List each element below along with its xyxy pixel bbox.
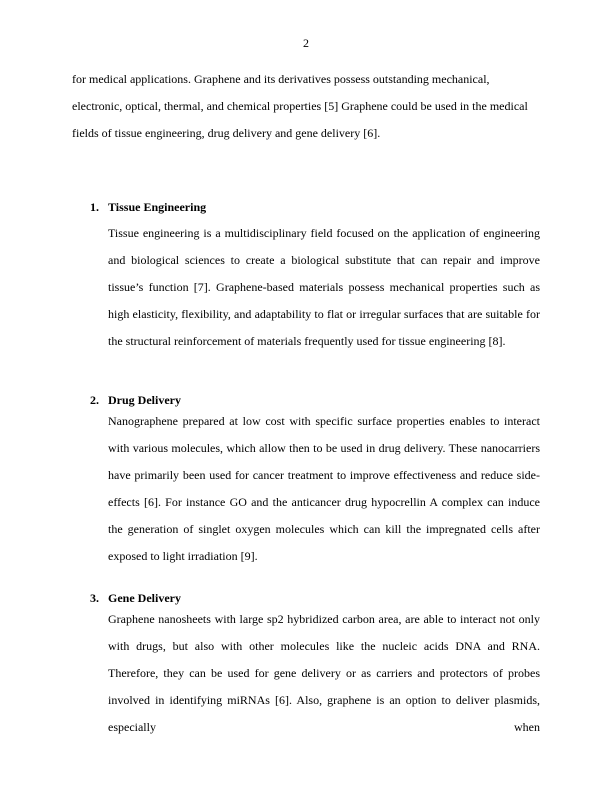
section-number: 1. xyxy=(90,200,99,214)
section-number: 3. xyxy=(90,591,99,605)
section-heading xyxy=(90,393,540,407)
section-body: Tissue engineering is a multidisciplinary field focused on the application of engineering and biological sciences to create a biological substitute that can repair and improve tissue’s function [7]. Graphene-based materials possess mechanical properties such as high elasticity, flexibility, and adaptability to flat or irregular surfaces that are suitable for the structural reinforcement of materials frequently used for tissue engineering [8]. xyxy=(108,226,540,348)
section-title: Gene Delivery xyxy=(108,591,181,605)
section-heading xyxy=(90,200,540,214)
section-heading xyxy=(90,591,540,605)
section-number: 2. xyxy=(90,393,99,407)
page-number: 2 xyxy=(303,36,309,50)
section-title: Drug Delivery xyxy=(108,393,181,407)
section-title: Tissue Engineering xyxy=(108,200,207,214)
intro-paragraph: for medical applications. Graphene and its derivatives possess outstanding mechanical, electronic, optical, thermal, and chemical properties [5] Graphene could be used in the medical fields of tissue engineering, drug delivery and gene delivery [6]. xyxy=(72,72,528,140)
section-body: Graphene nanosheets with large sp2 hybridized carbon area, are able to interact not only with drugs, but also with other molecules like the nucleic acids DNA and RNA. Therefore, they can be used for gene delivery or as carriers and protectors of probes involved in identifying miRNAs [6]. Also, graphene is an option to deliver plasmids, especially when xyxy=(108,612,540,734)
section-body: Nanographene prepared at low cost with specific surface properties enables to interact with various molecules, which allow then to be used in drug delivery. These nanocarriers have primarily been used for cancer treatment to improve effectiveness and reduce side-effects [6]. For instance GO and the anticancer drug hypocrellin A complex can induce the generation of singlet oxygen molecules which can kill the impregnated cells after exposed to light irradiation [9]. xyxy=(108,414,540,563)
